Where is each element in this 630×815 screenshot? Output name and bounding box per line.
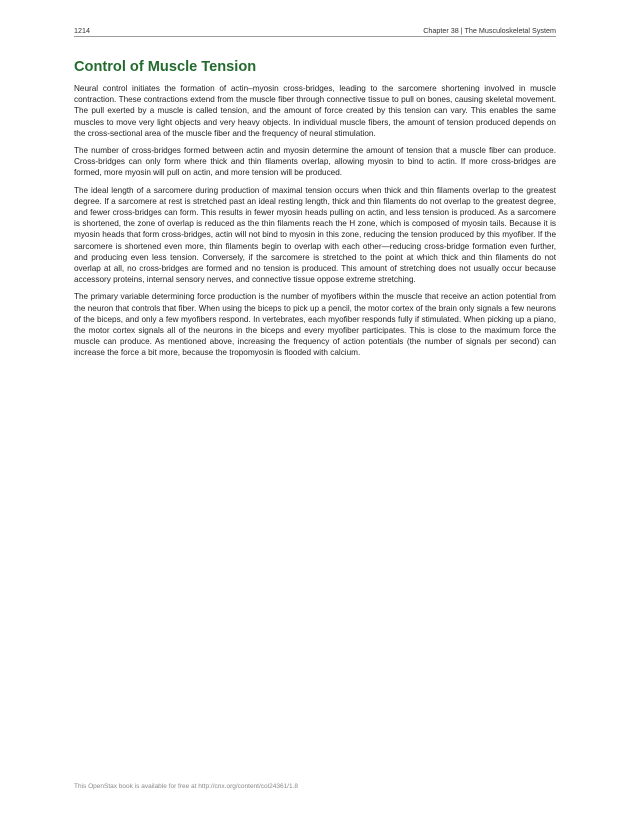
- running-footer: This OpenStax book is available for free at http://cnx.org/content/col24361/1.8: [74, 783, 299, 790]
- chapter-title: Chapter 38 | The Musculoskeletal System: [423, 26, 556, 35]
- header-divider: [74, 36, 556, 37]
- paragraph-4: The primary variable determining force production is the number of myofibers within the muscle that receive an action potential from the neuron that controls that fiber. When using the biceps to pick up a pencil, the motor cortex of the brain only signals a few neurons of the biceps, and only a few myofibers respond. In vertebrates, each myofiber responds fully if stimulated. When picking up a piano, the motor cortex signals all of the neurons in the biceps and every myofiber participates. This is close to the maximum force the muscle can produce. As mentioned above, increasing the frequency of action potentials (the number of signals per second) can increase the force a bit more, because the tropomyosin is flooded with calcium.: [74, 292, 556, 358]
- paragraph-1: Neural control initiates the formation of actin–myosin cross-bridges, leading to the sarcomere shortening involved in muscle contraction. These contractions extend from the muscle fiber through connective tissue to pull on bones, causing skeletal movement. The pull exerted by a muscle is called tension, and the amount of force created by this tension can vary. This enables the same muscles to move very light objects and very heavy objects. In individual muscle fibers, the amount of tension produced depends on the cross-sectional area of the muscle fiber and the frequency of neural stimulation.: [74, 84, 556, 138]
- page-number: 1214: [74, 26, 90, 35]
- paragraph-2: The number of cross-bridges formed between actin and myosin determine the amount of tension that a muscle fiber can produce. Cross-bridges can only form where thick and thin filaments overlap, allowing myosin to bind to actin. If more cross-bridges are formed, more myosin will pull on actin, and more tension will be produced.: [74, 146, 556, 178]
- paragraph-3: The ideal length of a sarcomere during production of maximal tension occurs when thick and thin filaments overlap to the greatest degree. If a sarcomere at rest is stretched past an ideal resting length, thick and thin filaments do not overlap to the greatest degree, and fewer cross-bridges can form. This results in fewer myosin heads pulling on actin, and less tension is produced. As a sarcomere is shortened, the zone of overlap is reduced as the thin filaments reach the H zone, which is composed of myosin tails. Because it is myosin heads that form cross-bridges, actin will not bind to myosin in this zone, reducing the tension produced by this myofiber. If the sarcomere is shortened even more, thin filaments begin to overlap with each other—reducing cross-bridge formation even further, and producing even less tension. Conversely, if the sarcomere is stretched to the point at which thick and thin filaments do not overlap at all, no cross-bridges are formed and no tension is produced. This amount of stretching does not usually occur because accessory proteins, internal sensory nerves, and connective tissue oppose extreme stretching.: [74, 185, 556, 285]
- main-content: [74, 58, 556, 365]
- section-title: Control of Muscle Tension: [74, 59, 257, 75]
